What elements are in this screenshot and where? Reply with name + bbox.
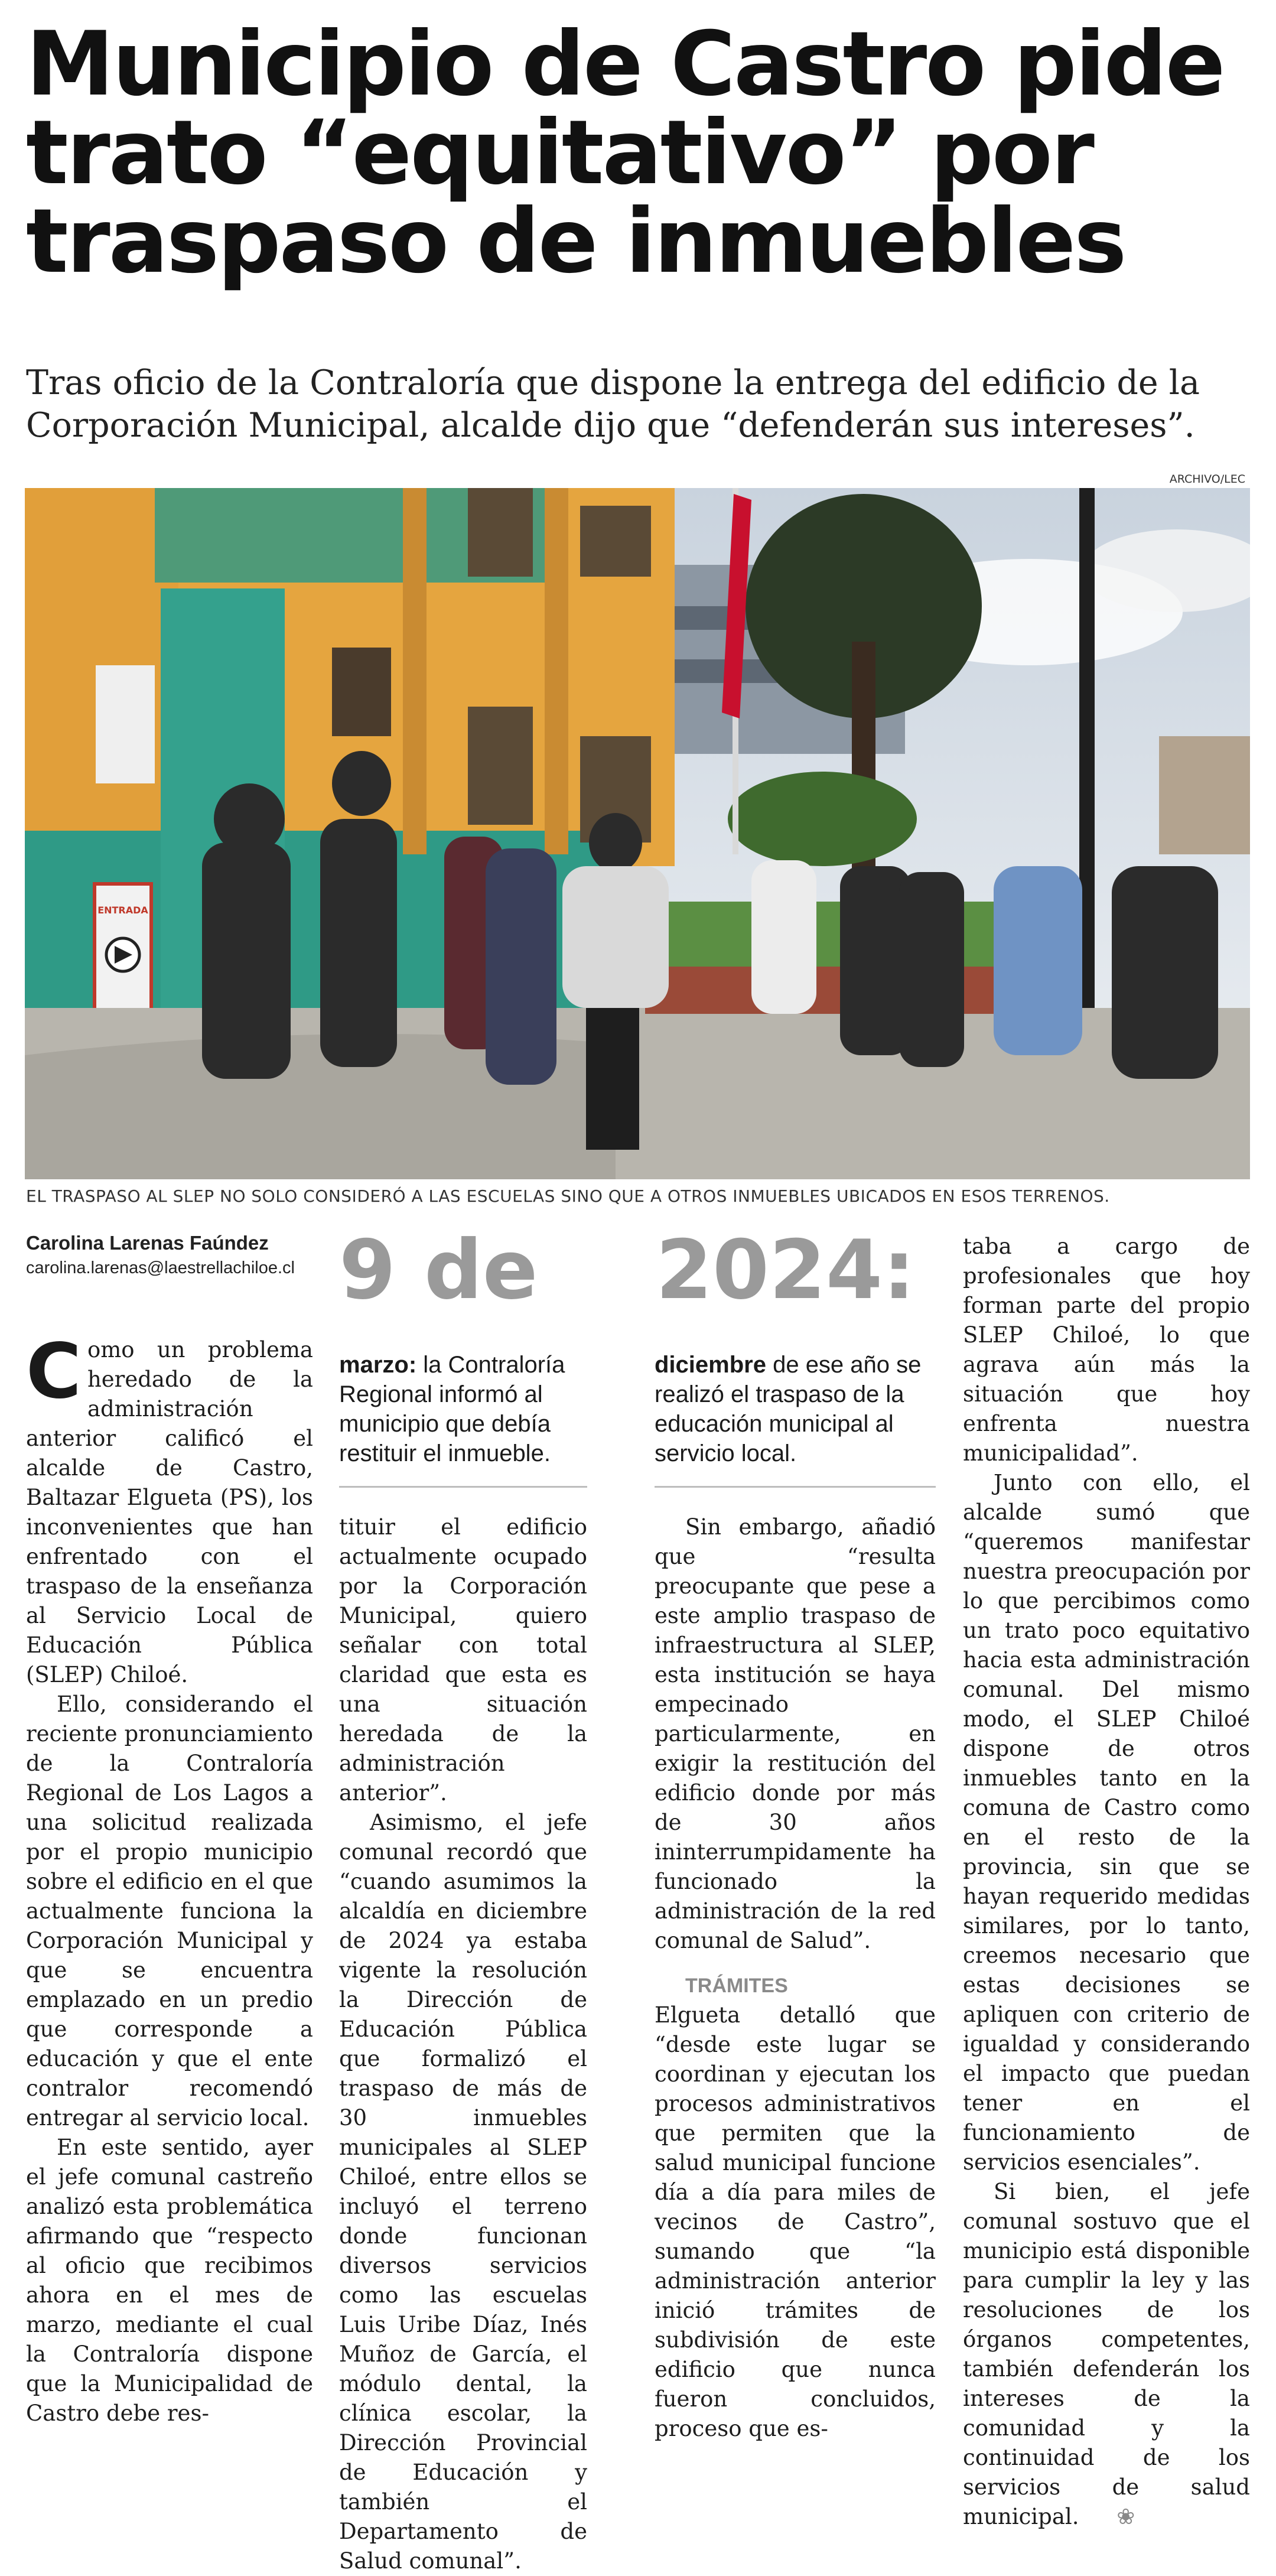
paragraph: Sin embargo, añadió que “resulta preocupante que pese a este amplio traspaso de infraestructura al SLEP, esta institución se haya empecinado particularmente, en exigir la restitución del edificio donde por más de 30 años ininterrumpidamente ha funcionado la administración de la red comunal de Salud”. (655, 1514, 936, 1953)
highlight-lead-2: diciembre (655, 1352, 766, 1378)
article-photo (25, 488, 1250, 1179)
divider (655, 1486, 936, 1488)
photo-caption: EL TRASPASO AL SLEP NO SOLO CONSIDERÓ A LAS ESCUELAS SINO QUE A OTROS INMUEBLES UBICADOS EN ESOS TERRENOS. (26, 1186, 1110, 1206)
author-email: carolina.larenas@laestrellachiloe.cl (26, 1258, 295, 1277)
highlight-body-2: de ese año se realizó el traspaso de la educación municipal al servicio local. (655, 1352, 922, 1466)
body-column-3 (655, 1513, 936, 2444)
door-sign-text: ENTRADA (97, 905, 148, 916)
paragraph: Junto con ello, el alcalde sumó que “queremos manifestar nuestra preocupación por lo que percibimos como un trato poco equitativo hacia esta administración comunal. Del mismo modo, el SLEP Chiloé dispone de otros inmuebles tanto en la comuna de Castro como en el resto de la provincia, sin que se hayan requerido medidas similares, por lo tanto, creemos necesario que estas decisiones se apliquen con criterio de igualdad y considerando el impacto que puedan tener en el funcionamiento de servicios esenciales”. (963, 1470, 1250, 2175)
paragraph: omo un problema heredado de la administración anterior calificó el alcalde de Castro, Baltazar Elgueta (PS), los inconvenientes que han enfrentado con el traspaso de la enseñanza al Servicio Local de Educación Pública (SLEP) Chiloé. (26, 1337, 313, 1687)
paragraph: En este sentido, ayer el jefe comunal castreño analizó esta problemática afirmando que “respecto al oficio que recibimos ahora en el mes de marzo, mediante el cual la Contraloría dispone que la Municipalidad de Castro debe res- (26, 2135, 313, 2426)
paragraph: tituir el edificio actualmente ocupado por la Corporación Municipal, quiero señalar con total claridad que esta es una situación heredada de la administración anterior”. (339, 1514, 587, 1806)
paragraph: Elgueta detalló que “desde este lugar se coordinan y ejecutan los procesos administrativos que permiten que la salud municipal funcione día a día para miles de vecinos de Castro”, sumando que “la administración anterior inició trámites de subdivisión de este edificio que nunca fueron concluidos, proceso que es- (655, 2002, 936, 2441)
end-mark-icon: ❀ (1116, 2504, 1135, 2529)
divider (339, 1486, 587, 1488)
highlight-lead-1: marzo: (339, 1352, 417, 1378)
paragraph: Asimismo, el jefe comunal recordó que “cuando asumimos la alcaldía en diciembre de 2024 ya estaba vigente la resolución la Dirección de Educación Pública que formalizó el traspaso de más de 30 inmuebles municipales al SLEP Chiloé, entre ellos se incluyó el terreno donde funcionan diversos servicios como las escuelas Luis Uribe Díaz, Inés Muñoz de García, el módulo dental, la clínica escolar, la Dirección Provincial de Educación y también el Departamento de Salud comunal”. (339, 1810, 587, 2574)
headline: Municipio de Castro pide trato “equitativo” por traspaso de inmuebles (26, 13, 1224, 293)
highlight-body-1: la Contraloría Regional informó al municipio que debía restituir el inmueble. (339, 1352, 565, 1466)
body-column-1 (26, 1328, 313, 2428)
author-name: Carolina Larenas Faúndez (26, 1232, 269, 1254)
highlight-text-1 (339, 1350, 587, 1468)
paragraph: Ello, considerando el reciente pronunciamiento de la Contraloría Regional de Los Lagos a una solicitud realizada por el propio municipio sobre el edificio en el que actualmente funciona la Corporación Municipal y que se encuentra emplazado en un predio que corresponde a educación y que el ente contralor recomendó entregar al servicio local. (26, 1692, 313, 2131)
highlight-date-2: 2024: (656, 1222, 916, 1318)
dropcap: C (26, 1328, 82, 1416)
body-column-2 (339, 1513, 587, 2576)
section-label: TRÁMITES (685, 1975, 788, 1997)
highlight-text-2 (655, 1350, 936, 1468)
paragraph-text: Si bien, el jefe comunal sostuvo que el municipio está disponible para cumplir la ley y las resoluciones de los órganos competentes, también defenderán los intereses de la comunidad y la continuidad de los servicios de salud municipal. (963, 2179, 1250, 2529)
paragraph (963, 2177, 1250, 2532)
paragraph: taba a cargo de profesionales que hoy forman parte del propio SLEP Chiloé, lo que agrava aún más la situación que hoy enfrenta nuestra municipalidad”. (963, 1234, 1250, 1466)
body-column-4 (963, 1232, 1250, 2532)
highlight-date-1: 9 de (339, 1222, 538, 1318)
subheadline: Tras oficio de la Contraloría que dispone la entrega del edificio de la Corporación Municipal, alcalde dijo que “defenderán sus intereses”. (26, 363, 1200, 445)
photo-credit: ARCHIVO/LEC (1169, 473, 1245, 486)
